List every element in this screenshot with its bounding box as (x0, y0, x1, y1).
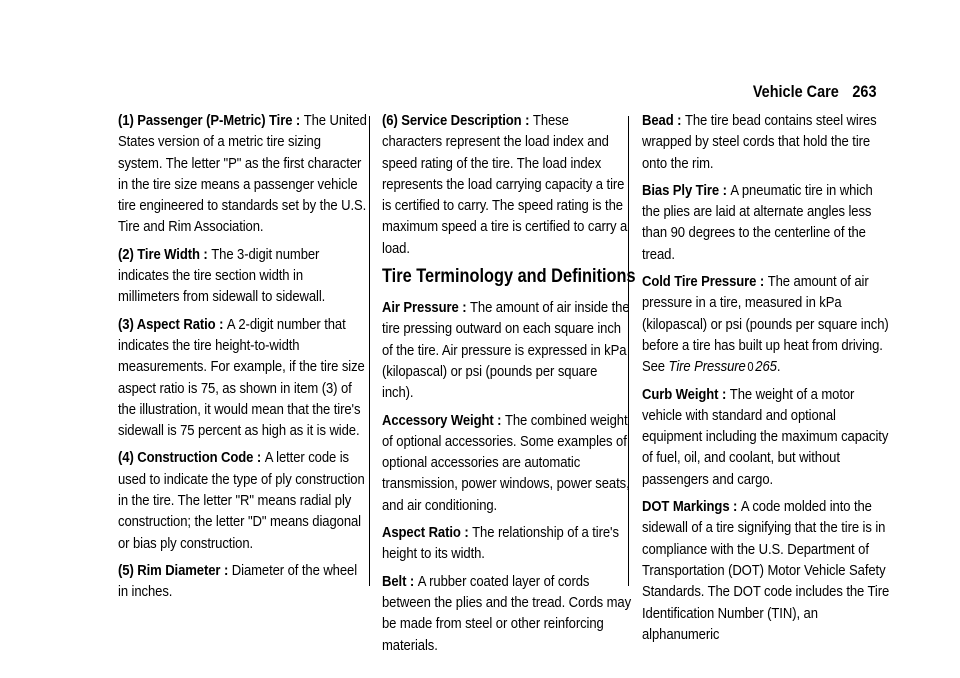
definition: The United States version of a metric tire sizing system. The letter "P" as the first character in the tire size means a passenger vehicle tire engineered to standards set by the U.S. Tire and Rim Association. (118, 112, 367, 236)
definition: The 3-digit number indicates the tire section width in millimeters from sidewall to sidewall. (118, 245, 326, 306)
definition: These characters represent the load index and speed rating of the tire. The load index represents the load carrying capacity a tire is certified to carry. The speed rating is the maximum speed a tire is certified to carry a load. (382, 112, 628, 257)
definition: The tire bead contains steel wires wrapped by steel cords that hold the tire onto the rim. (642, 112, 877, 172)
term: Cold Tire Pressure (642, 273, 757, 291)
definition-entry: (4) Construction Code : A letter code is used to indicate the type of ply construction in the tire. The letter "R" means radial ply construction; the letter "D" means diagonal or bias ply construction. (118, 449, 365, 552)
definition-entry: Aspect Ratio : The relationship of a tire's height to its width. (382, 524, 619, 563)
term: Bias Ply Tire (642, 181, 720, 199)
column-3 (642, 110, 888, 651)
definition-entry: Curb Weight : The weight of a motor vehicle with standard and optional equipment including the maximum capacity of fuel, oil, and coolant, but without passengers and cargo. (642, 385, 889, 488)
term: Bead (642, 112, 674, 129)
definition-entry: (5) Rim Diameter : Diameter of the wheel in inches. (118, 561, 358, 601)
definition: The combined weight of optional accessories. Some examples of optional accessories are automatic transmission, power windows, power seats, and air conditioning. (382, 411, 630, 514)
definition-entry: Cold Tire Pressure : The amount of air pressure in a tire, measured in kPa (kilopascal) or psi (pounds per square inch) before a tire has built up heat from driving. See Tire Pressure 0 265. (642, 273, 889, 376)
term: Air Pressure (382, 299, 459, 317)
definition-entry: (6) Service Description : These characters represent the load index and speed rating of the tire. The load index represents the load carrying capacity a tire is certified to carry. The speed rating is the maximum speed a tire is certified to carry a load. (382, 112, 628, 257)
cross-reference-link[interactable]: Tire Pressure (668, 358, 746, 376)
definition: The amount of air inside the tire pressing outward on each square inch of the tire. Air pressure is expressed in kPa (kilopascal) or psi (pounds per square inch). (382, 299, 630, 402)
definition: The amount of air pressure in a tire, measured in kPa (kilopascal) or psi (pounds per square inch) before a tire has built up heat from driving. See (642, 273, 889, 376)
term: Belt (382, 572, 407, 590)
term: (3) Aspect Ratio (118, 315, 216, 333)
column-1 (118, 110, 367, 609)
section-heading: Tire Terminology and Definitions (382, 266, 636, 288)
term: (2) Tire Width (118, 245, 200, 263)
definition-entry: (2) Tire Width : The 3-digit number indicates the tire section width in millimeters from sidewall to sidewall. (118, 245, 326, 306)
page-number: 263 (851, 82, 876, 101)
definition-entry: DOT Markings : A code molded into the sidewall of a tire signifying that the tire is in compliance with the U.S. Department of Transportation (DOT) Motor Vehicle Safety Standards. The DOT code includes the Tire Identification Number (TIN), an alphanumeric (642, 498, 890, 643)
term: (4) Construction Code (118, 449, 254, 467)
definition-entry: Bias Ply Tire : A pneumatic tire in which the plies are laid at alternate angles less than 90 degrees to the centerline of the tread. (642, 181, 873, 263)
definition-entry: Accessory Weight : The combined weight of optional accessories. Some examples of optional accessories are automatic transmission, power windows, power seats, and air conditioning. (382, 411, 630, 514)
column-2 (382, 110, 636, 662)
term: Curb Weight (642, 385, 719, 403)
page-reference-icon: 0 (747, 359, 754, 375)
definition-entry: (3) Aspect Ratio : A 2-digit number that indicates the tire height-to-width measurements. For example, if the tire size aspect ratio is 75, as shown in item (3) of the illustration, it would mean that the tire's sidewall is 75 percent as high as it is wide. (118, 315, 365, 440)
term: (1) Passenger (P-Metric) Tire (118, 112, 293, 129)
term: DOT Markings (642, 498, 730, 516)
definition-entry: Air Pressure : The amount of air inside the tire pressing outward on each square inch of the tire. Air pressure is expressed in kPa (kilopascal) or psi (pounds per square inch). (382, 299, 630, 402)
page-header (752, 82, 876, 102)
definition: Diameter of the wheel in inches. (118, 561, 358, 601)
definition: The relationship of a tire's height to its width. (382, 524, 619, 563)
term: (6) Service Description (382, 112, 522, 129)
term: Aspect Ratio (382, 524, 461, 542)
column-divider (369, 116, 370, 586)
definition-entry: Bead : The tire bead contains steel wires wrapped by steel cords that hold the tire onto the rim. (642, 112, 877, 172)
term: (5) Rim Diameter (118, 561, 221, 579)
definition: The weight of a motor vehicle with standard and optional equipment including the maximum capacity of fuel, oil, and coolant, but without passengers and cargo. (642, 385, 889, 488)
definition-entry: Belt : A rubber coated layer of cords between the plies and the tread. Cords may be made from steel or other reinforcing materials. (382, 572, 632, 654)
section-title: Vehicle Care (752, 82, 839, 101)
term: Accessory Weight (382, 411, 494, 429)
definition-entry: (1) Passenger (P-Metric) Tire : The United States version of a metric tire sizing system. The letter "P" as the first character in the tire size means a passenger vehicle tire engineered to standards set by the U.S. Tire and Rim Association. (118, 112, 367, 236)
definition: A rubber coated layer of cords between the plies and the tread. Cords may be made from steel or other reinforcing materials. (382, 572, 632, 654)
definition: A 2-digit number that indicates the tire height-to-width measurements. For example, if the tire size aspect ratio is 75, as shown in item (3) of the illustration, it would mean that the tire's sidewall is 75 percent as high as it is wide. (118, 315, 365, 440)
definition: A letter code is used to indicate the type of ply construction in the tire. The letter "R" means radial ply construction; the letter "D" means diagonal or bias ply construction. (118, 449, 365, 552)
page-reference-link[interactable]: 265 (755, 358, 777, 376)
definition: A pneumatic tire in which the plies are laid at alternate angles less than 90 degrees to the centerline of the tread. (642, 181, 873, 263)
definition: A code molded into the sidewall of a tire signifying that the tire is in compliance with the U.S. Department of Transportation (DOT) Motor Vehicle Safety Standards. The DOT code includes the Tire Identification Number (TIN), an alphanumeric (642, 498, 890, 643)
